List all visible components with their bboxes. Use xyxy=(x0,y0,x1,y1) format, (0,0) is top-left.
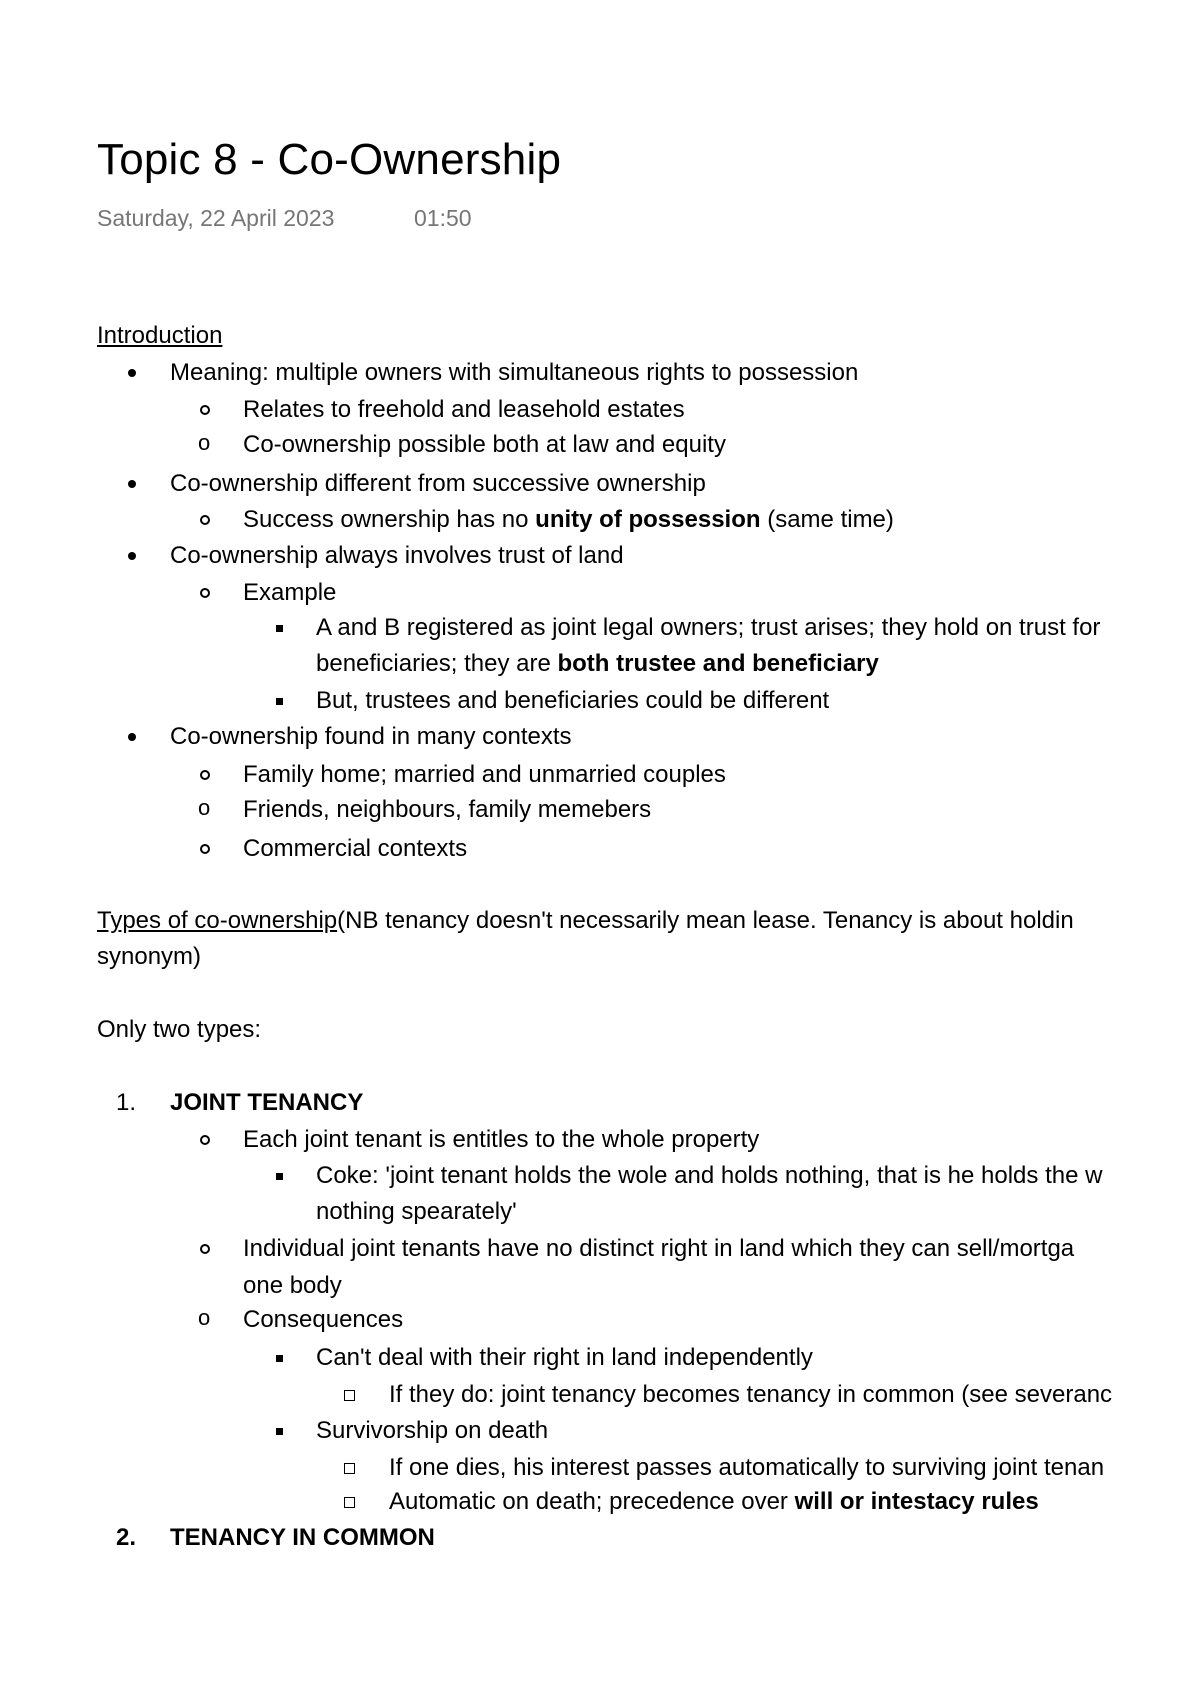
hollow-square-bullet-icon xyxy=(344,1390,355,1401)
only-two-types-text: Only two types: xyxy=(97,1016,262,1043)
list-item-text: Commercial contexts xyxy=(243,835,468,862)
list-item-text: Friends, neighbours, family memebers xyxy=(243,796,652,823)
filled-square-bullet-icon xyxy=(276,625,283,632)
list-item xyxy=(389,1487,1039,1517)
hollow-circle-bullet-icon xyxy=(200,515,210,525)
only-two-types xyxy=(97,1015,261,1045)
filled-square-bullet-icon xyxy=(276,698,283,705)
list-item xyxy=(316,1161,1102,1191)
list-item-text: Example xyxy=(243,579,337,606)
filled-square-bullet-icon xyxy=(276,1173,283,1180)
list-item xyxy=(316,613,1100,643)
filled-circle-bullet-icon xyxy=(128,369,136,377)
hollow-circle-bullet-icon: o xyxy=(198,1305,211,1330)
list-item-text: Co-ownership possible both at law and equity xyxy=(243,431,726,458)
list-item xyxy=(198,795,652,825)
list-item-text: Family home; married and unmarried couples xyxy=(243,761,726,788)
list-item-text: Co-ownership always involves trust of land xyxy=(170,542,624,569)
list-item-text: Co-ownership found in many contexts xyxy=(170,723,572,750)
list-item xyxy=(243,1125,759,1155)
list-item xyxy=(316,1343,813,1373)
list-item-text: Each joint tenant is entitles to the whole property xyxy=(243,1126,760,1153)
filled-circle-bullet-icon xyxy=(128,733,136,741)
list-number: 2. xyxy=(116,1524,137,1551)
hollow-circle-bullet-icon: o xyxy=(198,430,211,455)
page-title: Topic 8 - Co-Ownership xyxy=(97,135,562,184)
types-note: (NB tenancy doesn't necessarily mean lease. Tenancy is about holdin xyxy=(337,907,1074,934)
list-item xyxy=(198,430,726,460)
types-heading-line xyxy=(97,906,1074,936)
list-item-text: If they do: joint tenancy becomes tenancy in common (see severanc xyxy=(389,1381,1113,1408)
bold-term: unity of possession xyxy=(535,506,761,533)
list-item-text: Meaning: multiple owners with simultaneous rights to possession xyxy=(170,359,859,386)
list-item-text: Survivorship on death xyxy=(316,1417,549,1444)
list-item xyxy=(170,541,624,571)
hollow-square-bullet-icon xyxy=(344,1497,355,1508)
list-item-text: nothing spearately' xyxy=(316,1198,517,1225)
list-item-text: But, trustees and beneficiaries could be different xyxy=(316,687,830,714)
list-item-text: Co-ownership different from successive ownership xyxy=(170,470,706,497)
types-note-text: synonym) xyxy=(97,943,202,970)
list-item-text: If one dies, his interest passes automatically to surviving joint tenan xyxy=(389,1454,1105,1481)
list-item xyxy=(243,760,726,790)
list-item xyxy=(389,1453,1104,1483)
list-item-continuation xyxy=(316,649,879,679)
list-item-text: beneficiaries; they are both trustee and beneficiary xyxy=(316,650,879,677)
tenancy-in-common-heading: TENANCY IN COMMON xyxy=(170,1524,435,1551)
list-item xyxy=(170,469,706,499)
page-date: Saturday, 22 April 2023 xyxy=(97,205,335,231)
list-item xyxy=(389,1380,1112,1410)
intro-heading xyxy=(97,321,222,351)
types-note-continuation xyxy=(97,942,201,972)
list-item xyxy=(116,1088,364,1118)
list-item-text: Relates to freehold and leasehold estates xyxy=(243,396,685,423)
bold-term: both trustee and beneficiary xyxy=(557,650,879,677)
hollow-circle-bullet-icon xyxy=(200,1244,210,1254)
list-item-text: Can't deal with their right in land independently xyxy=(316,1344,813,1371)
filled-circle-bullet-icon xyxy=(128,480,136,488)
hollow-circle-bullet-icon xyxy=(200,1135,210,1145)
list-number: 1. xyxy=(116,1089,137,1116)
list-item xyxy=(170,358,858,388)
hollow-circle-bullet-icon: o xyxy=(198,795,211,820)
joint-tenancy-heading: JOINT TENANCY xyxy=(170,1089,364,1116)
intro-heading-text: Introduction xyxy=(97,322,223,349)
list-item xyxy=(316,1416,548,1446)
list-item xyxy=(116,1523,435,1553)
hollow-circle-bullet-icon xyxy=(200,588,210,598)
filled-square-bullet-icon xyxy=(276,1428,283,1435)
list-item-text: Individual joint tenants have no distinct right in land which they can sell/mortga xyxy=(243,1235,1075,1262)
list-item xyxy=(243,834,467,864)
list-item-text: Automatic on death; precedence over will or intestacy rules xyxy=(389,1488,1039,1515)
list-item-text: Coke: 'joint tenant holds the wole and holds nothing, that is he holds the w xyxy=(316,1162,1103,1189)
list-item xyxy=(243,505,894,535)
hollow-square-bullet-icon xyxy=(344,1463,355,1474)
list-item-continuation xyxy=(316,1197,517,1227)
list-item xyxy=(243,578,336,608)
types-heading: Types of co-ownership xyxy=(97,907,338,934)
list-item-text: Success ownership has no unity of possession (same time) xyxy=(243,506,894,533)
filled-square-bullet-icon xyxy=(276,1355,283,1362)
hollow-circle-bullet-icon xyxy=(200,770,210,780)
filled-circle-bullet-icon xyxy=(128,552,136,560)
page-time: 01:50 xyxy=(414,205,472,231)
hollow-circle-bullet-icon xyxy=(200,844,210,854)
list-item xyxy=(316,686,829,716)
list-item xyxy=(170,722,572,752)
list-item-continuation xyxy=(243,1271,342,1301)
hollow-circle-bullet-icon xyxy=(200,405,210,415)
bold-term: will or intestacy rules xyxy=(794,1488,1039,1515)
list-item-text: A and B registered as joint legal owners; trust arises; they hold on trust for xyxy=(316,614,1101,641)
list-item xyxy=(243,395,685,425)
list-item-text: Consequences xyxy=(243,1306,404,1333)
list-item xyxy=(198,1305,404,1335)
list-item xyxy=(243,1234,1074,1264)
list-item-text: one body xyxy=(243,1272,342,1299)
